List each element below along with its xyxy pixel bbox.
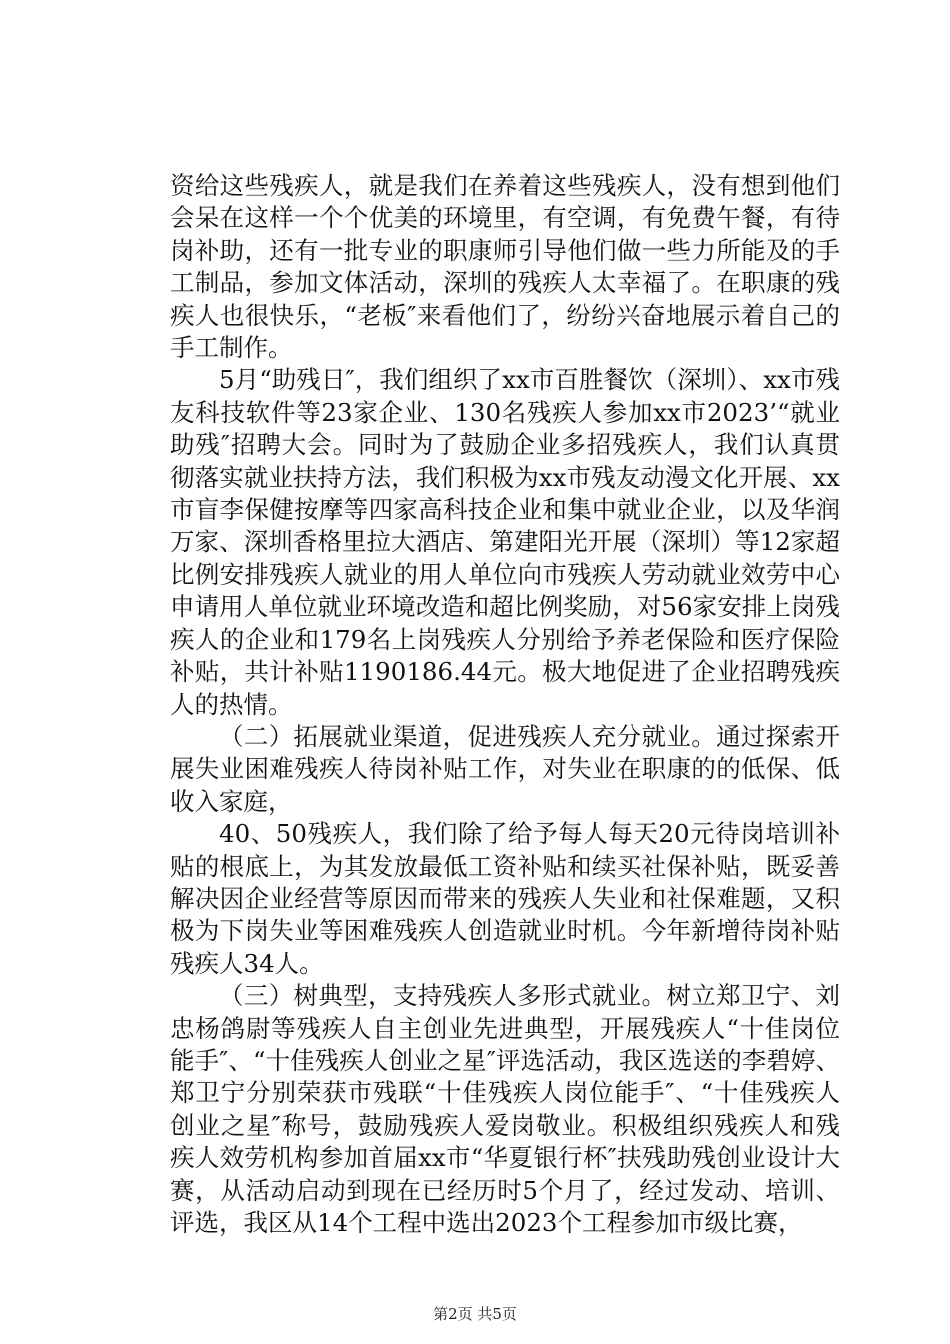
- text-line: 决因企业经营等原因而带来的残疾人失业和社保难题，又积极: [170, 883, 840, 946]
- text-line: 的根底上，为其发放最低工资补贴和续买社保补贴，既妥善解: [170, 851, 840, 913]
- text-line: 失业困难残疾人待岗补贴工作，对失业在职康的的低保、低收: [170, 754, 840, 816]
- text-line: （三）树典型，支持残疾人多形式就业。树立郑卫宁、刘忠: [170, 981, 840, 1043]
- paragraph-p4: [170, 818, 840, 980]
- text-line: 我们认真贯彻落实就业扶持方法，我们积极为xx市残友动漫文: [170, 430, 840, 492]
- text-line: 的手工制作。: [170, 300, 840, 363]
- text-line: 手″、“十佳残疾人创业之星″评选活动，我区选送的李碧婷、: [194, 1045, 840, 1075]
- text-line: 疾人34人。: [194, 948, 324, 978]
- text-line: 训、评选，我区从14个工程中选出2023个工程参加市级比赛，: [170, 1175, 840, 1237]
- text-line: 效劳中心申请用人单位就业环境改造和超比例奖励，对56家安: [170, 559, 841, 622]
- text-line: 5月“助残日″，我们组织了xx市百胜餐饮（深圳）、xx: [219, 365, 791, 395]
- text-line: 计大赛，从活动启动到现在已经历时5个月了，经过发动、培: [170, 1143, 841, 1205]
- text-line: 医疗保险补贴，共计补贴1190186.44元。极大地促进了企业招: [170, 624, 841, 687]
- text-line: （二）拓展就业渠道，促进残疾人充分就业。通过探索开展: [170, 721, 840, 784]
- text-line: 等12家超比例安排残疾人就业的用人单位向市残疾人劳动就业: [170, 527, 840, 589]
- document-body: [170, 170, 840, 1239]
- text-line: 资给这些残疾人，就是我们在养着这些残疾人，没有想到他们: [170, 171, 840, 200]
- text-line: 岗补助，还有一批专业的职康师引导他们做一些力所能及的手: [170, 235, 840, 265]
- text-line: 残疾人效劳机构参加首届xx市“华夏银行杯″扶残助残创业设: [170, 1110, 840, 1173]
- text-line: 以及华润万家、深圳香格里拉大酒店、第建阳光开展（深圳）: [170, 495, 841, 557]
- paragraph-p3: [170, 721, 840, 818]
- text-line: 疾人也很快乐，“老板″来看他们了，纷纷兴奋地展示着自己: [170, 300, 816, 330]
- text-line: 排上岗残疾人的企业和179名上岗残疾人分别给予养老保险和: [170, 592, 840, 654]
- paragraph-p2: [170, 364, 840, 720]
- text-line: 郑卫宁分别荣获市残联“十佳残疾人岗位能手″、“十佳残疾: [170, 1078, 816, 1108]
- text-line: 入家庭，: [194, 786, 293, 816]
- text-line: 会呆在这样一个个优美的环境里，有空调，有免费午餐，有待: [170, 203, 840, 233]
- text-line: 为下岗失业等困难残疾人创造就业时机。今年新增待岗补贴残: [170, 916, 840, 978]
- text-line: 工制品，参加文体活动，深圳的残疾人太幸福了。在职康的残: [170, 268, 840, 298]
- paragraph-p1: [170, 170, 840, 364]
- text-line: 市残友科技软件等23家企业、130名残疾人参加xx市: [170, 365, 841, 427]
- text-line: 人创业之星″称号，鼓励残疾人爱岗敬业。积极组织残疾人和: [170, 1078, 840, 1140]
- text-line: 化开展、xx市盲李保健按摩等四家高科技企业和集中就业企业，: [170, 462, 840, 525]
- text-line: 杨鸽尉等残疾人自主创业先进典型，开展残疾人“十佳岗位能: [170, 1013, 841, 1075]
- paragraph-p5: [170, 980, 840, 1239]
- page-footer: 第2页 共5页: [433, 1305, 517, 1323]
- text-line: 40、50残疾人，我们除了给予每人每天20元待岗培训补贴: [170, 819, 840, 881]
- text-line: 聘残疾人的热情。: [170, 657, 841, 719]
- text-line: 2023’“就业助残″招聘大会。同时为了鼓励企业多招残疾人，: [170, 397, 840, 460]
